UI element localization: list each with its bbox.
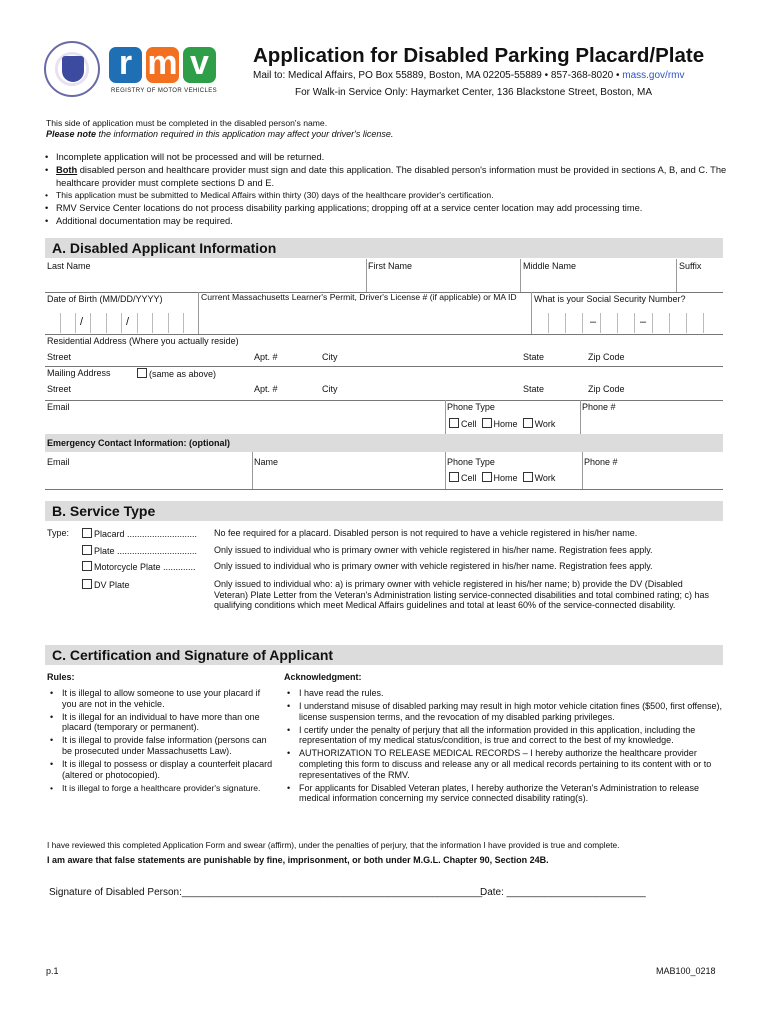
ack-item: • I certify under the penalty of perjury that all the information provided in this application, including the representation of my medical status/condition, is true and correct to the best of my knowledge. <box>299 725 723 746</box>
motorcycle-plate-description: Only issued to individual who is primary owner with vehicle registered in his/her name. Registration fees apply. <box>214 561 653 571</box>
rules-list <box>46 688 274 796</box>
last-name-label: Last Name <box>47 261 91 271</box>
emergency-contact-heading: Emergency Contact Information: (optional) <box>45 434 723 452</box>
work-label: Work <box>534 473 556 483</box>
cell-checkbox[interactable] <box>449 418 459 428</box>
page-number: p.1 <box>46 966 59 976</box>
rmv-logo-subtitle: REGISTRY OF MOTOR VEHICLES <box>110 88 218 94</box>
home-label: Home <box>493 473 518 483</box>
divider <box>445 400 446 434</box>
section-c-heading: C. Certification and Signature of Applicant <box>45 645 723 665</box>
dob-tick <box>183 313 184 333</box>
work-checkbox[interactable] <box>523 418 533 428</box>
plate-checkbox[interactable] <box>82 545 92 555</box>
motorcycle-plate-checkbox[interactable] <box>82 561 92 571</box>
ssn-tick <box>634 313 635 333</box>
rmv-logo <box>109 44 219 99</box>
massachusetts-seal-icon <box>44 41 100 97</box>
zip-label: Zip Code <box>588 384 625 394</box>
placard-option[interactable] <box>82 528 197 539</box>
instruction-item: • This application must be submitted to Medical Affairs within thirty (30) days of the healthcare provider's certification. <box>56 189 736 202</box>
page-title: Application for Disabled Parking Placard/Plate <box>253 44 705 67</box>
ack-item: • For applicants for Disabled Veteran plates, I hereby authorize the Veteran's Administration to release medical information concerning my service connected disability rating(s). <box>299 783 723 804</box>
street-label: Street <box>47 384 72 394</box>
dv-plate-option[interactable] <box>82 579 130 590</box>
divider <box>198 292 199 334</box>
email-label: Email <box>47 402 70 412</box>
rule-item: • It is illegal for an individual to have more than one placard (temporary or permanent). <box>62 712 274 733</box>
service-type-label: Type: <box>47 528 70 538</box>
ssn-tick <box>617 313 618 333</box>
emergency-work-checkbox[interactable] <box>523 472 533 482</box>
placard-checkbox[interactable] <box>82 528 92 538</box>
dob-tick <box>106 313 107 333</box>
ssn-tick <box>565 313 566 333</box>
intro-line-2 <box>46 129 393 139</box>
ssn-label: What is your Social Security Number? <box>534 294 686 304</box>
home-label: Home <box>493 419 518 429</box>
first-name-label: First Name <box>368 261 413 271</box>
rule-item: • It is illegal to possess or display a counterfeit placard (altered or photocopied). <box>62 759 274 780</box>
aware-statement: I am aware that false statements are punishable by fine, imprisonment, or both under M.G.L. Chapter 90, Section 24B. <box>47 855 549 865</box>
middle-name-label: Middle Name <box>523 261 577 271</box>
plate-label: Plate ................................ <box>94 546 198 556</box>
emergency-cell-checkbox[interactable] <box>449 472 459 482</box>
dv-plate-checkbox[interactable] <box>82 579 92 589</box>
dob-label: Date of Birth (MM/DD/YYYY) <box>47 294 163 304</box>
instruction-item <box>56 164 736 190</box>
motorcycle-plate-option[interactable] <box>82 561 196 572</box>
ssn-dash: – <box>640 316 647 328</box>
rmv-website-link[interactable]: mass.gov/rmv <box>622 70 685 81</box>
ssn-tick <box>548 313 549 333</box>
rule-item: • It is illegal to provide false information (persons can be prosecuted under Massachusetts Law). <box>62 735 274 756</box>
emergency-phone-type-options <box>449 472 555 483</box>
city-label: City <box>322 352 338 362</box>
walk-in-line: For Walk-in Service Only: Haymarket Center, 136 Blackstone Street, Boston, MA <box>295 87 652 98</box>
plate-description: Only issued to individual who is primary owner with vehicle registered in his/her name. Registration fees apply. <box>214 545 653 555</box>
apt-label: Apt. # <box>254 384 278 394</box>
permit-label: Current Massachusetts Learner's Permit, Driver's License # (if applicable) or MA ID <box>201 292 517 302</box>
instruction-item: • Additional documentation may be required. <box>56 215 736 228</box>
dob-tick <box>75 313 76 333</box>
emergency-phone-type-label: Phone Type <box>447 457 495 467</box>
emergency-email-label: Email <box>47 457 70 467</box>
divider <box>445 452 446 489</box>
date-field[interactable]: Date: _________________________ <box>480 887 646 898</box>
form-id: MAB100_0218 <box>656 966 716 976</box>
same-as-above-label: (same as above) <box>149 369 217 379</box>
row-line <box>45 400 723 401</box>
apt-label: Apt. # <box>254 352 278 362</box>
same-as-above-option[interactable] <box>137 368 216 379</box>
divider <box>580 400 581 434</box>
plate-option[interactable] <box>82 545 197 556</box>
work-label: Work <box>534 419 556 429</box>
ack-item: • I understand misuse of disabled parking may result in high motor vehicle citation fines ($500, first offense), license suspension terms, and the revocation of my disabled parking privileges. <box>299 701 723 722</box>
dv-plate-description: Only issued to individual who: a) is primary owner with vehicle registered in his/her name; b) provide the DV (Disabled Veteran) Plate Letter from the Veteran's Administration listing service-connected disabilities and total combined rating; c) has qualifying conditions which meet Medical Affairs guidelines and total at least 60% of the service-connected disability. <box>214 579 709 610</box>
rules-heading: Rules: <box>47 672 75 682</box>
state-label: State <box>523 352 545 362</box>
rmv-logo-r: r <box>109 47 142 83</box>
ssn-tick <box>703 313 704 333</box>
divider <box>531 292 532 334</box>
cell-label: Cell <box>461 419 477 429</box>
please-note-label: Please note <box>46 129 97 139</box>
acknowledgment-list <box>283 688 723 806</box>
divider <box>676 259 677 292</box>
instruction-item: • RMV Service Center locations do not process disability parking applications; dropping off at a service center location may add processing time. <box>56 202 736 215</box>
dob-tick <box>137 313 138 333</box>
ssn-tick <box>652 313 653 333</box>
same-as-above-checkbox[interactable] <box>137 368 147 378</box>
dob-slash: / <box>126 316 130 328</box>
zip-label: Zip Code <box>588 352 625 362</box>
instruction-list <box>44 151 736 228</box>
suffix-label: Suffix <box>679 261 702 271</box>
row-line <box>45 334 723 335</box>
dob-tick <box>152 313 153 333</box>
mail-to-address: Mail to: Medical Affairs, PO Box 55889, Boston, MA 02205-55889 • 857-368-8020 • <box>253 70 620 81</box>
section-a-heading: A. Disabled Applicant Information <box>45 238 723 258</box>
divider <box>366 259 367 292</box>
ssn-tick <box>582 313 583 333</box>
mailing-address-label: Mailing Address <box>47 368 111 378</box>
ack-item: • AUTHORIZATION TO RELEASE MEDICAL RECORDS – I hereby authorize the healthcare provider completing this form to discuss and release any or all medical records pertaining to its content with or to representatives of the RMV. <box>299 748 723 780</box>
mail-to-line <box>253 70 685 81</box>
rule-item: • It is illegal to forge a healthcare provider's signature. <box>62 783 274 794</box>
divider <box>582 452 583 489</box>
divider <box>520 259 521 292</box>
emergency-phone-number-label: Phone # <box>584 457 618 467</box>
placard-label: Placard ............................ <box>94 529 198 539</box>
ssn-tick <box>686 313 687 333</box>
ssn-tick <box>600 313 601 333</box>
rmv-logo-m: m <box>147 44 178 82</box>
please-note-text: the information required in this application may affect your driver's license. <box>96 129 394 139</box>
signature-field[interactable]: Signature of Disabled Person:______________________________________________________ <box>49 887 483 898</box>
placard-description: No fee required for a placard. Disabled person is not required to have a vehicle registered in his/her name. <box>214 528 638 538</box>
dob-tick <box>60 313 61 333</box>
dob-tick <box>121 313 122 333</box>
phone-type-options <box>449 418 555 429</box>
street-label: Street <box>47 352 72 362</box>
ack-item: • I have read the rules. <box>299 688 723 699</box>
motorcycle-plate-label: Motorcycle Plate ............. <box>94 562 196 572</box>
emergency-home-checkbox[interactable] <box>482 472 492 482</box>
divider <box>252 452 253 489</box>
both-word: Both <box>56 164 78 175</box>
instruction-item: • Incomplete application will not be processed and will be returned. <box>56 151 736 164</box>
dob-tick <box>90 313 91 333</box>
dob-tick <box>168 313 169 333</box>
rule-item: • It is illegal to allow someone to use your placard if you are not in the vehicle. <box>62 688 274 709</box>
instruction-text: disabled person and healthcare provider must sign and date this application. The disabled person's information must be provided in sections A, B, and C. The healthcare provider must complete sections D and E. <box>56 164 727 188</box>
row-line <box>45 366 723 367</box>
rmv-logo-v: v <box>183 47 216 83</box>
ssn-tick <box>669 313 670 333</box>
acknowledgment-heading: Acknowledgment: <box>284 672 362 682</box>
home-checkbox[interactable] <box>482 418 492 428</box>
row-line <box>45 489 723 490</box>
dob-slash: / <box>80 316 84 328</box>
intro-line-1: This side of application must be completed in the disabled person's name. <box>46 118 328 128</box>
ssn-dash: – <box>590 316 597 328</box>
phone-number-label: Phone # <box>582 402 616 412</box>
dv-plate-label: DV Plate <box>94 580 130 590</box>
phone-type-label: Phone Type <box>447 402 495 412</box>
residential-address-label: Residential Address (Where you actually reside) <box>47 336 239 346</box>
city-label: City <box>322 384 338 394</box>
section-b-heading: B. Service Type <box>45 501 723 521</box>
reviewed-statement: I have reviewed this completed Application Form and swear (affirm), under the penalties of perjury, that the information I have provided is true and complete. <box>47 840 620 850</box>
emergency-name-label: Name <box>254 457 279 467</box>
cell-label: Cell <box>461 473 477 483</box>
state-label: State <box>523 384 545 394</box>
